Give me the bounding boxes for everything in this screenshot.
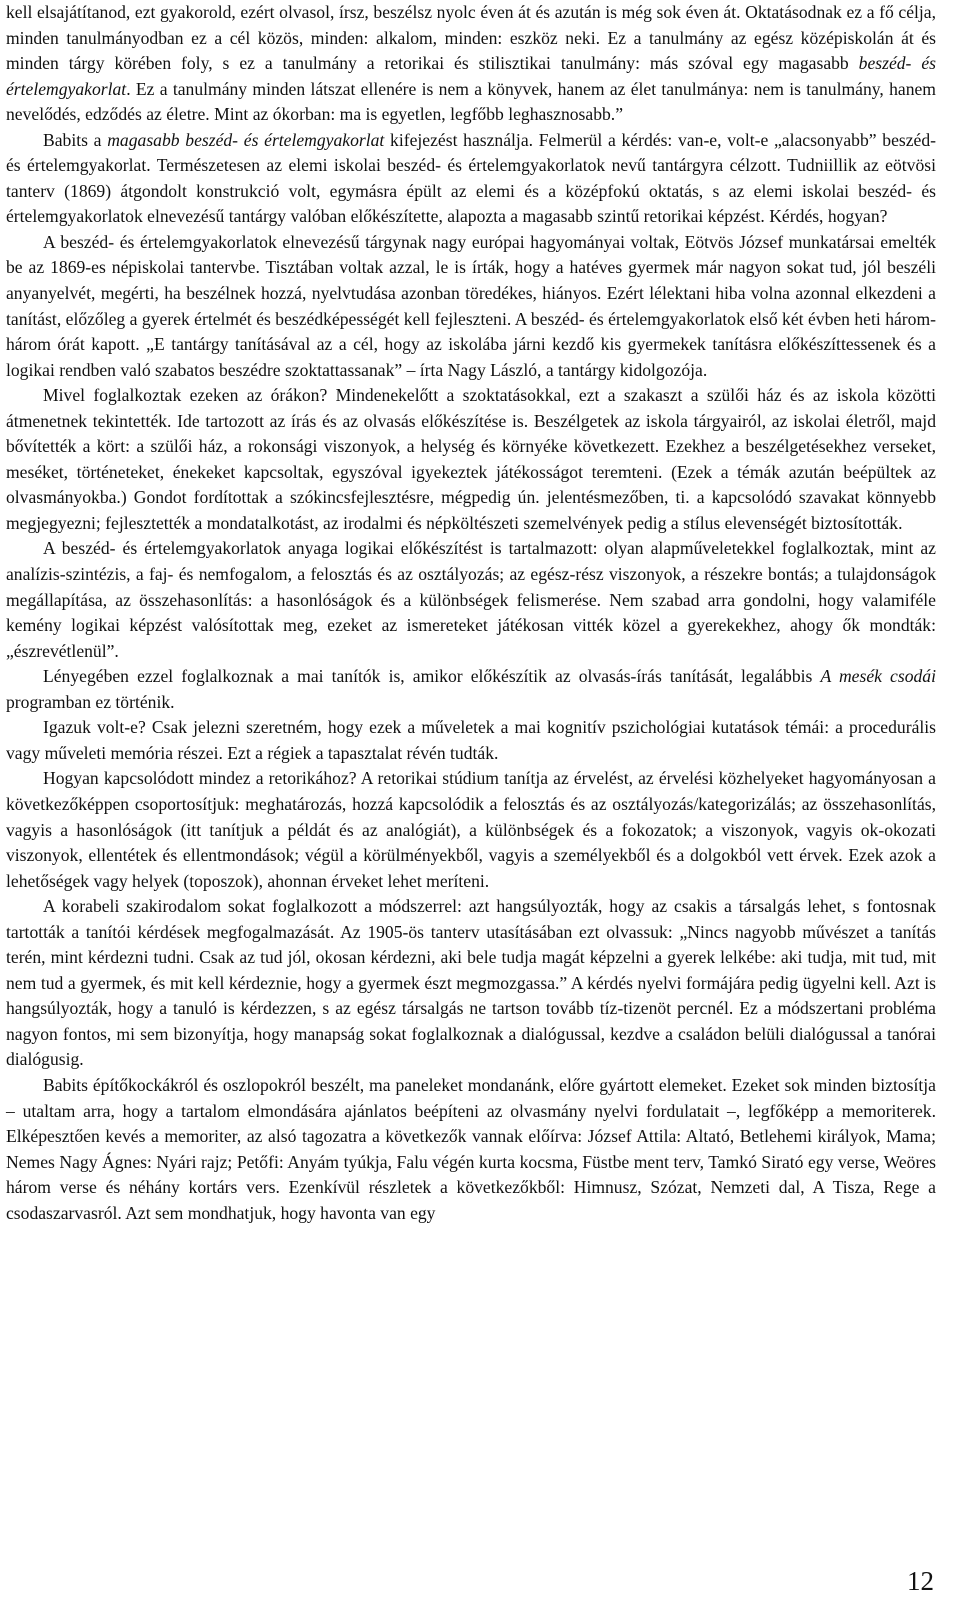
paragraph-7: Igazuk volt-e? Csak jelezni szeretném, hogy ezek a műveletek a mai kognitív pszichológiai kutatások témái: a procedurális vagy műveleti memória részei. Ezt a régiek a tapasztalat révén tudták. bbox=[6, 717, 936, 763]
paragraph-5: A beszéd- és értelemgyakorlatok anyaga logikai előkészítést is tartalmazott: olyan alapműveletekkel foglalkoztak, mint az analízis-szintézis, a faj- és nemfogalom, a felosztás és az osztályozás; az egész-rész viszonyok, a részekre bontás; a tulajdonságok megállapítása, az összehasonlítás: a hasonlóságok és a különbségek felismerése. Nem szabad arra gondolni, hogy valamiféle kemény logikai képzést valósítottak meg, ezeket az ismereteket játékosan vitték közel a gyerekekhez, ahogy ők mondták: „észrevétlenül”. bbox=[6, 538, 936, 661]
paragraph-9: A korabeli szakirodalom sokat foglalkozott a módszerrel: azt hangsúlyozták, hogy az csakis a társalgás lehet, s fontosnak tartották a tanítói kérdések megfogalmazását. Az 1905-ös tanterv utasításában ezt olvassuk: „Nincs nagyobb művészet a tanítás terén, mint kérdezni tudni. Csak az tud jól, okosan kérdezni, aki bele tudja magát képzelni a gyerek lelkébe: aki tudja, mit tud, mit nem tud a gyermek, és mit kell kérdeznie, hogy a gyermek észt megmozgassa.” A kérdés nyelvi formájára pedig ügyelni kell. Azt is hangsúlyozták, hogy a tanuló is kérdezzen, s az egész társalgás ne tartson tovább tíz-tizenöt percnél. Ez a módszertani probléma nagyon fontos, mi sem bizonyítja, hogy manapság sokat foglalkoznak a dialógussal, kezdve a családon belüli dialógussal a tanórai dialógusig. bbox=[6, 896, 936, 1070]
paragraph-8: Hogyan kapcsolódott mindez a retorikához? A retorikai stúdium tanítja az érvelést, az érvelési közhelyeket hagyományosan a következőképpen csoportosítjuk: meghatározás, hozzá kapcsolódik a felosztás és az osztályozás/kategorizálás; az összehasonlítás, vagyis a hasonlóságok (itt tanítjuk a példát és az analógiát), a különbségek és a fokozatok; a viszonyok, vagyis ok-okozati viszonyok, ellentétek és ellentmondások; végül a körülményekből, vagyis a személyekből és a dolgokból vett érvek. Ezek azok a lehetőségek vagy helyek (toposzok), ahonnan érveket lehet meríteni. bbox=[6, 768, 936, 891]
paragraph-10: Babits építőkockákról és oszlopokról beszélt, ma paneleket mondanánk, előre gyártott elemeket. Ezeket sok minden biztosítja – utaltam arra, hogy a tartalom elmondására ajánlatos beépíteni az olvasmány nyelvi fordulatait –, legfőképp a memoriterek. Elképesztően kevés a memoriter, az alsó tagozatra a következők vannak előírva: József Attila: Altató, Betlehemi királyok, Mama; Nemes Nagy Ágnes: Nyári rajz; Petőfi: Anyám tyúkja, Falu végén kurta kocsma, Füstbe ment terv, Tamkó Sirató egy verse, Weöres három verse és néhány kortárs vers. Ezenkívül részletek a következőkből: Himnusz, Szózat, Nemzeti dal, A Tisza, Rege a csodaszarvasról. Azt sem mondhatjuk, hogy havonta van egy bbox=[6, 1074, 936, 1223]
document-body bbox=[6, 0, 936, 1226]
page-number: 12 bbox=[907, 1566, 934, 1596]
paragraph-1: kell elsajátítanod, ezt gyakorold, ezért olvasol, írsz, beszélsz nyolc éven át és azután is még sok éven át. Oktatásodnak ez a fő célja, minden tanulmányodban ez a cél közös, minden: alkalom, minden: eszköz neki. Ez a tanulmány az egész középiskolán át és minden tárgy körében foly, s ez a tanulmány a retorikai és stilisztikai tanulmány: más szóval egy magasabb beszéd- és értelemgyakorlat. Ez a tanulmány minden látszat ellenére is nem a könyvek, hanem az élet tanulmánya: nem is tanulmány, hanem nevelődés, edződés az életre. Mint az ókorban: ma is egyetlen, legfőbb leghasznosabb.” bbox=[6, 2, 936, 125]
paragraph-6: Lényegében ezzel foglalkoznak a mai tanítók is, amikor előkészítik az olvasás-írás tanítását, legalábbis A mesék csodái programban ez történik. bbox=[6, 666, 936, 712]
paragraph-2: Babits a magasabb beszéd- és értelemgyakorlat kifejezést használja. Felmerül a kérdés: van-e, volt-e „alacsonyabb” beszéd- és értelemgyakorlat. Természetesen az elemi iskolai beszéd- és értelemgyakorlatok nevű tantárgyra célzott. Tudniillik az eötvösi tanterv (1869) átgondolt konstrukció volt, egymásra épült az elemi és a középfokú oktatás, s az elemi iskolai beszéd- és értelemgyakorlatok elnevezésű tantárgy valóban előkészítette, alapozta a magasabb szintű retorikai képzést. Kérdés, hogyan? bbox=[6, 129, 937, 227]
paragraph-4: Mivel foglalkoztak ezeken az órákon? Mindenekelőtt a szoktatásokkal, ezt a szakaszt a szülői ház és az iskola közötti átmenetnek tekintették. Ide tartozott az írás és az olvasás előkészítése is. Beszélgetek az iskola tárgyairól, az iskolai életről, majd bővítették a kört: a szülői ház, a rokonsági viszonyok, a helység és környéke következett. Ezekhez a beszélgetésekhez verseket, meséket, történeteket, énekeket kapcsoltak, egyszóval igyekeztek játékosságot teremteni. (Ezek a témák azután beépültek az olvasmányokba.) Gondot fordítottak a szókincsfejlesztésre, mégpedig ún. jelentésmezőben, ti. a kapcsolódó szavakat könnyebb megjegyezni; fejlesztették a mondatalkotást, az irodalmi és népköltészeti szemelvények pedig a stílus elevenségét biztosították. bbox=[6, 385, 936, 533]
paragraph-3: A beszéd- és értelemgyakorlatok elnevezésű tárgynak nagy európai hagyományai voltak, Eötvös József munkatársai emelték be az 1869-es népiskolai tantervbe. Tisztában voltak azzal, le is írták, hogy a hatéves gyermek már nagyon sokat tud, jól beszéli anyanyelvét, megérti, ha beszélnek hozzá, nyelvtudása azonban töredékes, hiányos. Ezért lélektani hiba volna azonnal elkezdeni a tanítást, előzőleg a gyerek értelmét és beszédképességét kell fejleszteni. A beszéd- és értelemgyakorlatok első két évben heti három-három órát kapott. „E tantárgy tanításával az a cél, hogy az iskolába járni kezdő kis gyermekek tanításra előkészíttessenek és a logikai rendben való szabatos beszédre szoktattassanak” – írta Nagy László, a tantárgy kidolgozója. bbox=[6, 231, 936, 380]
